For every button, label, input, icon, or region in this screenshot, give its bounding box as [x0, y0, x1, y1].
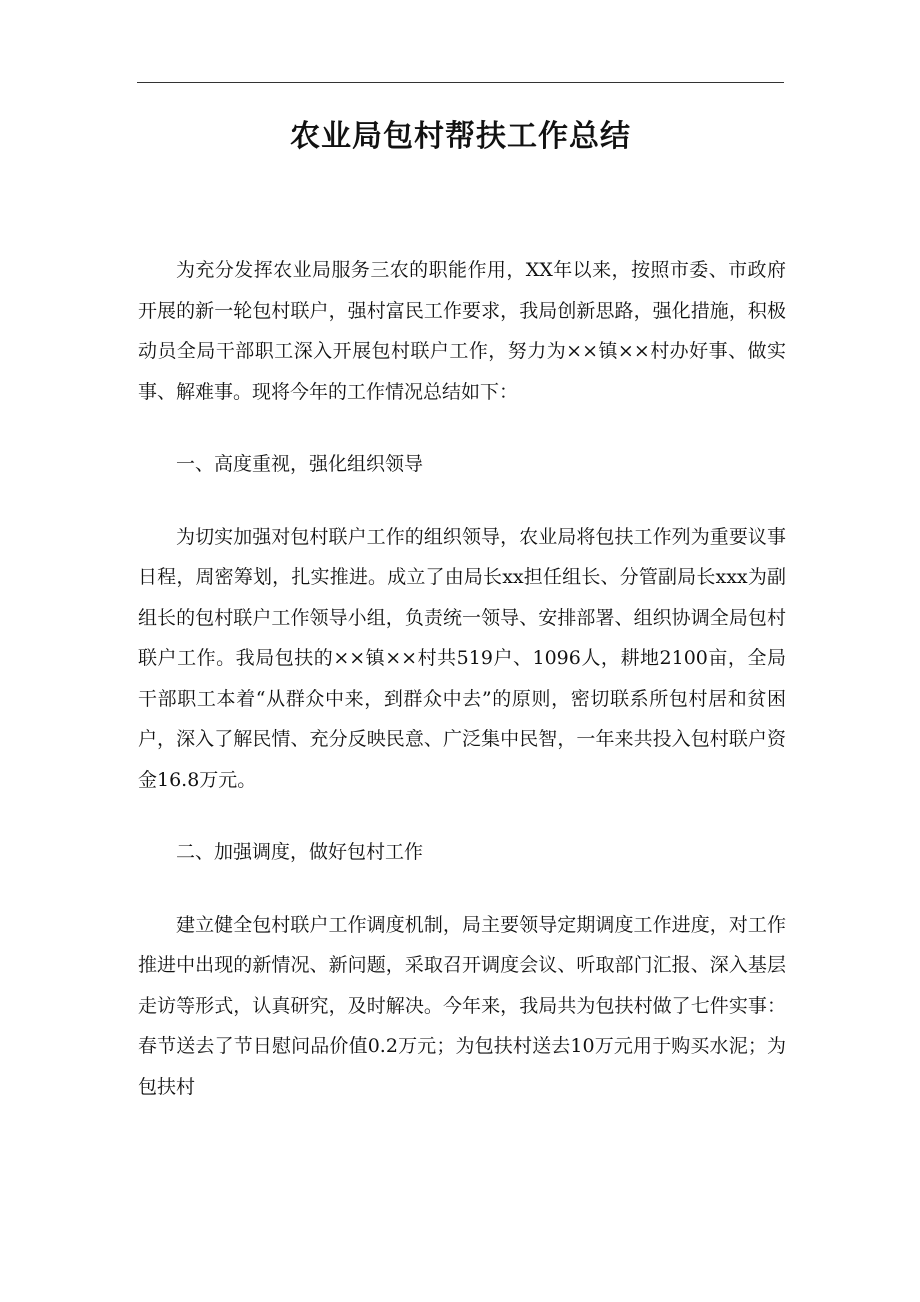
section-2-paragraph: 建立健全包村联户工作调度机制，局主要领导定期调度工作进度，对工作推进中出现的新情况、新问题，采取召开调度会议、听取部门汇报、深入基层走访等形式，认真研究，及时解决。今年来，我局共为包扶村做了七件实事：春节送去了节日慰问品价值0.2万元；为包扶村送去10万元用于购买水泥；为包扶村 — [138, 913, 786, 1098]
section-2-heading: 二、加强调度，做好包村工作 — [176, 841, 424, 863]
section-1-heading: 一、高度重视，强化组织领导 — [176, 453, 424, 475]
document-title: 农业局包村帮扶工作总结 — [290, 119, 631, 154]
document-body — [138, 250, 786, 1107]
intro-paragraph: 为充分发挥农业局服务三农的职能作用，XX年以来，按照市委、市政府开展的新一轮包村联户，强村富民工作要求，我局创新思路，强化措施，积极动员全局干部职工深入开展包村联户工作，努力为××镇××村办好事、做实事、解难事。现将今年的工作情况总结如下： — [138, 259, 786, 403]
section-1-paragraph: 为切实加强对包村联户工作的组织领导，农业局将包扶工作列为重要议事日程，周密筹划，扎实推进。成立了由局长xx担任组长、分管副局长xxx为副组长的包村联户工作领导小组，负责统一领导、安排部署、组织协调全局包村联户工作。我局包扶的××镇××村共519户、1096人，耕地2100亩，全局干部职工本着“从群众中来，到群众中去”的原则，密切联系所包村居和贫困户，深入了解民情、充分反映民意、广泛集中民智，一年来共投入包村联户资金16.8万元。 — [138, 525, 786, 791]
header-rule — [137, 82, 784, 83]
